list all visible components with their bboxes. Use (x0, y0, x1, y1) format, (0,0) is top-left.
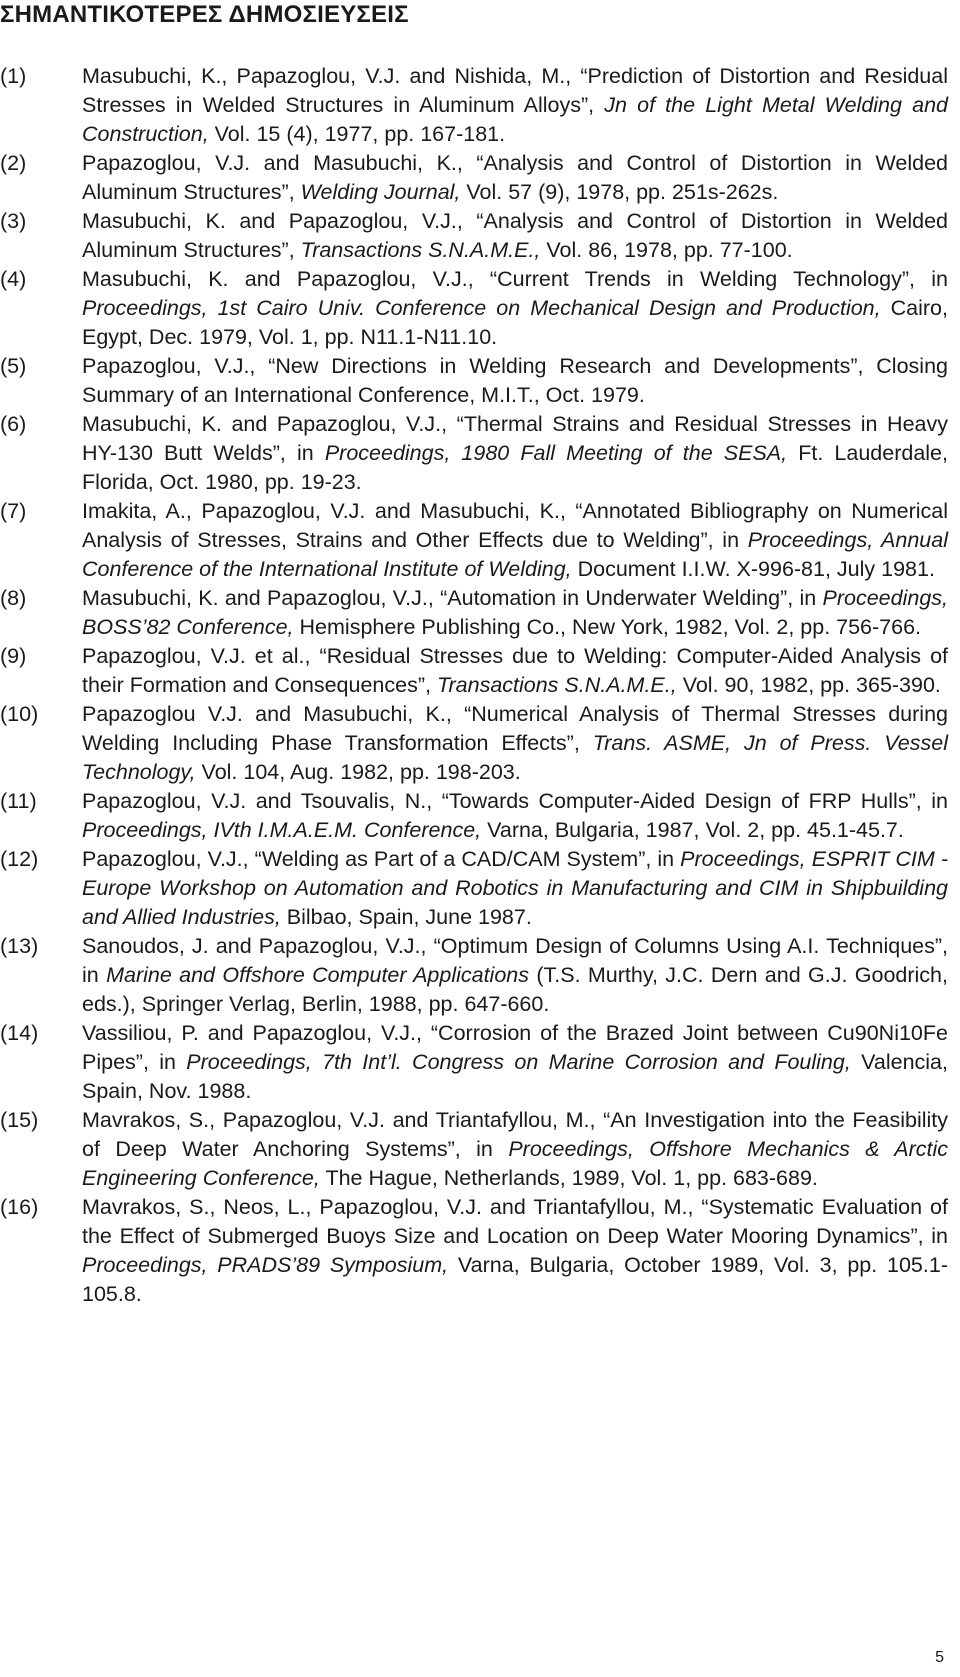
reference-text (82, 207, 948, 265)
reference-number: (6) (0, 412, 27, 436)
reference-source: Marine and Offshore Computer Applications (106, 963, 530, 987)
reference-text (82, 700, 948, 787)
reference-item (0, 845, 948, 932)
reference-segment: Varna, Bulgaria, October 1989, Vol. 3, pp. 105.1-105.8. (82, 1253, 948, 1306)
reference-segment: Vassiliou, P. and Papazoglou, V.J., “Corrosion of the Brazed Joint between Cu90Ni10Fe Pipes”, in (82, 1021, 948, 1074)
reference-item (0, 1019, 948, 1106)
reference-number: (3) (0, 209, 27, 233)
reference-text (82, 787, 948, 845)
reference-segment: Masubuchi, K. and Papazoglou, V.J., “Current Trends in Welding Technology”, in (82, 267, 948, 291)
reference-segment: Masubuchi, K. and Papazoglou, V.J., “Thermal Strains and Residual Stresses in Heavy HY-130 Butt Welds”, in (82, 412, 948, 465)
reference-number: (11) (0, 789, 37, 813)
reference-segment: Papazoglou, V.J. et al., “Residual Stresses due to Welding: Computer-Aided Analysis of their Formation and Consequences”, (82, 644, 948, 697)
reference-number: (9) (0, 644, 27, 668)
reference-segment: Sanoudos, J. and Papazoglou, V.J., “Optimum Design of Columns Using A.I. Techniques”, in (82, 934, 948, 987)
reference-segment: Papazoglou, V.J. and Tsouvalis, N., “Towards Computer-Aided Design of FRP Hulls”, in (82, 789, 948, 813)
reference-item (0, 1106, 948, 1193)
references-list (0, 62, 948, 1309)
reference-item (0, 642, 948, 700)
reference-item (0, 207, 948, 265)
reference-segment: Imakita, A., Papazoglou, V.J. and Masubuchi, K., “Annotated Bibliography on Numerical Analysis of Stresses, Strains and Other Effects due to Welding”, in (82, 499, 948, 552)
reference-number: (2) (0, 151, 27, 175)
reference-segment: Vol. 57 (9), 1978, pp. 251s-262s. (460, 180, 779, 204)
reference-number: (15) (0, 1108, 39, 1132)
reference-number: (8) (0, 586, 27, 610)
reference-text (82, 1019, 948, 1106)
reference-text (82, 265, 948, 352)
reference-source: Proceedings, Annual Conference of the International Institute of Welding, (82, 528, 948, 581)
reference-source: Proceedings, ESPRIT CIM - Europe Workshop on Automation and Robotics in Manufacturing and CIM in Shipbuilding and Allied Industries, (82, 847, 948, 929)
reference-source: Proceedings, PRADS’89 Symposium, (82, 1253, 449, 1277)
reference-text (82, 584, 948, 642)
reference-number: (4) (0, 267, 27, 291)
reference-source: Proceedings, IVth I.M.A.E.M. Conference, (82, 818, 482, 842)
reference-segment: Varna, Bulgaria, 1987, Vol. 2, pp. 45.1-45.7. (481, 818, 904, 842)
reference-item (0, 497, 948, 584)
reference-segment: Masubuchi, K. and Papazoglou, V.J., “Automation in Underwater Welding”, in (82, 586, 823, 610)
reference-number: (10) (0, 702, 39, 726)
reference-source: Proceedings, 7th Int’l. Congress on Marine Corrosion and Fouling, (186, 1050, 851, 1074)
reference-segment: Mavrakos, S., Papazoglou, V.J. and Triantafyllou, M., “An Investigation into the Feasibility of Deep Water Anchoring Systems”, in (82, 1108, 948, 1161)
reference-segment: (T.S. Murthy, J.C. Dern and G.J. Goodrich, eds.), Springer Verlag, Berlin, 1988, pp. 647-660. (82, 963, 948, 1016)
reference-item (0, 62, 948, 149)
reference-source: Jn of the Light Metal Welding and Construction, (82, 93, 948, 146)
reference-number: (1) (0, 64, 27, 88)
reference-segment: The Hague, Netherlands, 1989, Vol. 1, pp. 683-689. (319, 1166, 818, 1190)
reference-text (82, 642, 948, 700)
reference-text (82, 845, 948, 932)
reference-segment: Vol. 15 (4), 1977, pp. 167-181. (208, 122, 506, 146)
reference-text (82, 62, 948, 149)
reference-source: Proceedings, Offshore Mechanics & Arctic Engineering Conference, (82, 1137, 948, 1190)
reference-segment: Papazoglou, V.J., “Welding as Part of a CAD/CAM System”, in (82, 847, 681, 871)
reference-item (0, 700, 948, 787)
reference-item (0, 149, 948, 207)
reference-source: Proceedings, 1980 Fall Meeting of the SESA, (324, 441, 788, 465)
reference-segment: Document I.I.W. X-996-81, July 1981. (571, 557, 935, 581)
reference-source: Proceedings, 1st Cairo Univ. Conference on Mechanical Design and Production, (82, 296, 881, 320)
reference-text (82, 1106, 948, 1193)
reference-text (82, 149, 948, 207)
reference-item (0, 584, 948, 642)
reference-number: (16) (0, 1195, 39, 1219)
reference-source: Transactions S.N.A.M.E., (300, 238, 541, 262)
reference-segment: Papazoglou V.J. and Masubuchi, K., “Numerical Analysis of Thermal Stresses during Welding Including Phase Transformation Effects”, (82, 702, 948, 755)
reference-source: Trans. ASME, Jn of Press. Vessel Technology, (82, 731, 948, 784)
reference-number: (12) (0, 847, 39, 871)
reference-segment: Vol. 86, 1978, pp. 77-100. (540, 238, 793, 262)
reference-number: (13) (0, 934, 39, 958)
reference-number: (5) (0, 354, 27, 378)
reference-item (0, 352, 948, 410)
reference-item (0, 265, 948, 352)
reference-text (82, 932, 948, 1019)
reference-item (0, 410, 948, 497)
reference-item (0, 932, 948, 1019)
reference-segment: Masubuchi, K. and Papazoglou, V.J., “Analysis and Control of Distortion in Welded Aluminum Structures”, (82, 209, 948, 262)
reference-segment: Vol. 90, 1982, pp. 365-390. (676, 673, 941, 697)
reference-segment: Cairo, Egypt, Dec. 1979, Vol. 1, pp. N11.1-N11.10. (82, 296, 948, 349)
reference-item (0, 787, 948, 845)
reference-segment: Hemisphere Publishing Co., New York, 1982, Vol. 2, pp. 756-766. (293, 615, 922, 639)
reference-source: Proceedings, BOSS’82 Conference, (82, 586, 948, 639)
reference-number: (14) (0, 1021, 39, 1045)
reference-source: Welding Journal, (300, 180, 461, 204)
reference-item (0, 1193, 948, 1309)
reference-text (82, 1193, 948, 1309)
reference-segment: Vol. 104, Aug. 1982, pp. 198-203. (195, 760, 521, 784)
reference-text (82, 410, 948, 497)
reference-text (82, 352, 948, 410)
reference-segment: Mavrakos, S., Neos, L., Papazoglou, V.J. and Triantafyllou, M., “Systematic Evaluation of the Effect of Submerged Buoys Size and Location on Deep Water Mooring Dynamics”, in (82, 1195, 948, 1248)
reference-text (82, 497, 948, 584)
reference-segment: Bilbao, Spain, June 1987. (280, 905, 532, 929)
reference-segment: Ft. Lauderdale, Florida, Oct. 1980, pp. 19-23. (82, 441, 948, 494)
reference-segment: Papazoglou, V.J. and Masubuchi, K., “Analysis and Control of Distortion in Welded Aluminum Structures”, (82, 151, 948, 204)
reference-segment: Papazoglou, V.J., “New Directions in Welding Research and Developments”, Closing Summary of an International Conference, M.I.T., Oct. 1979. (82, 354, 948, 407)
reference-segment: Valencia, Spain, Nov. 1988. (82, 1050, 948, 1103)
reference-segment: Masubuchi, K., Papazoglou, V.J. and Nishida, M., “Prediction of Distortion and Residual Stresses in Welded Structures in Aluminum Alloys”, (82, 64, 948, 117)
page-title: ΣΗΜΑΝΤΙΚΟΤΕΡΕΣ ΔΗΜΟΣΙΕΥΣΕΙΣ (0, 1, 409, 28)
page-number: 5 (935, 1649, 944, 1666)
reference-number: (7) (0, 499, 27, 523)
reference-source: Transactions S.N.A.M.E., (436, 673, 677, 697)
